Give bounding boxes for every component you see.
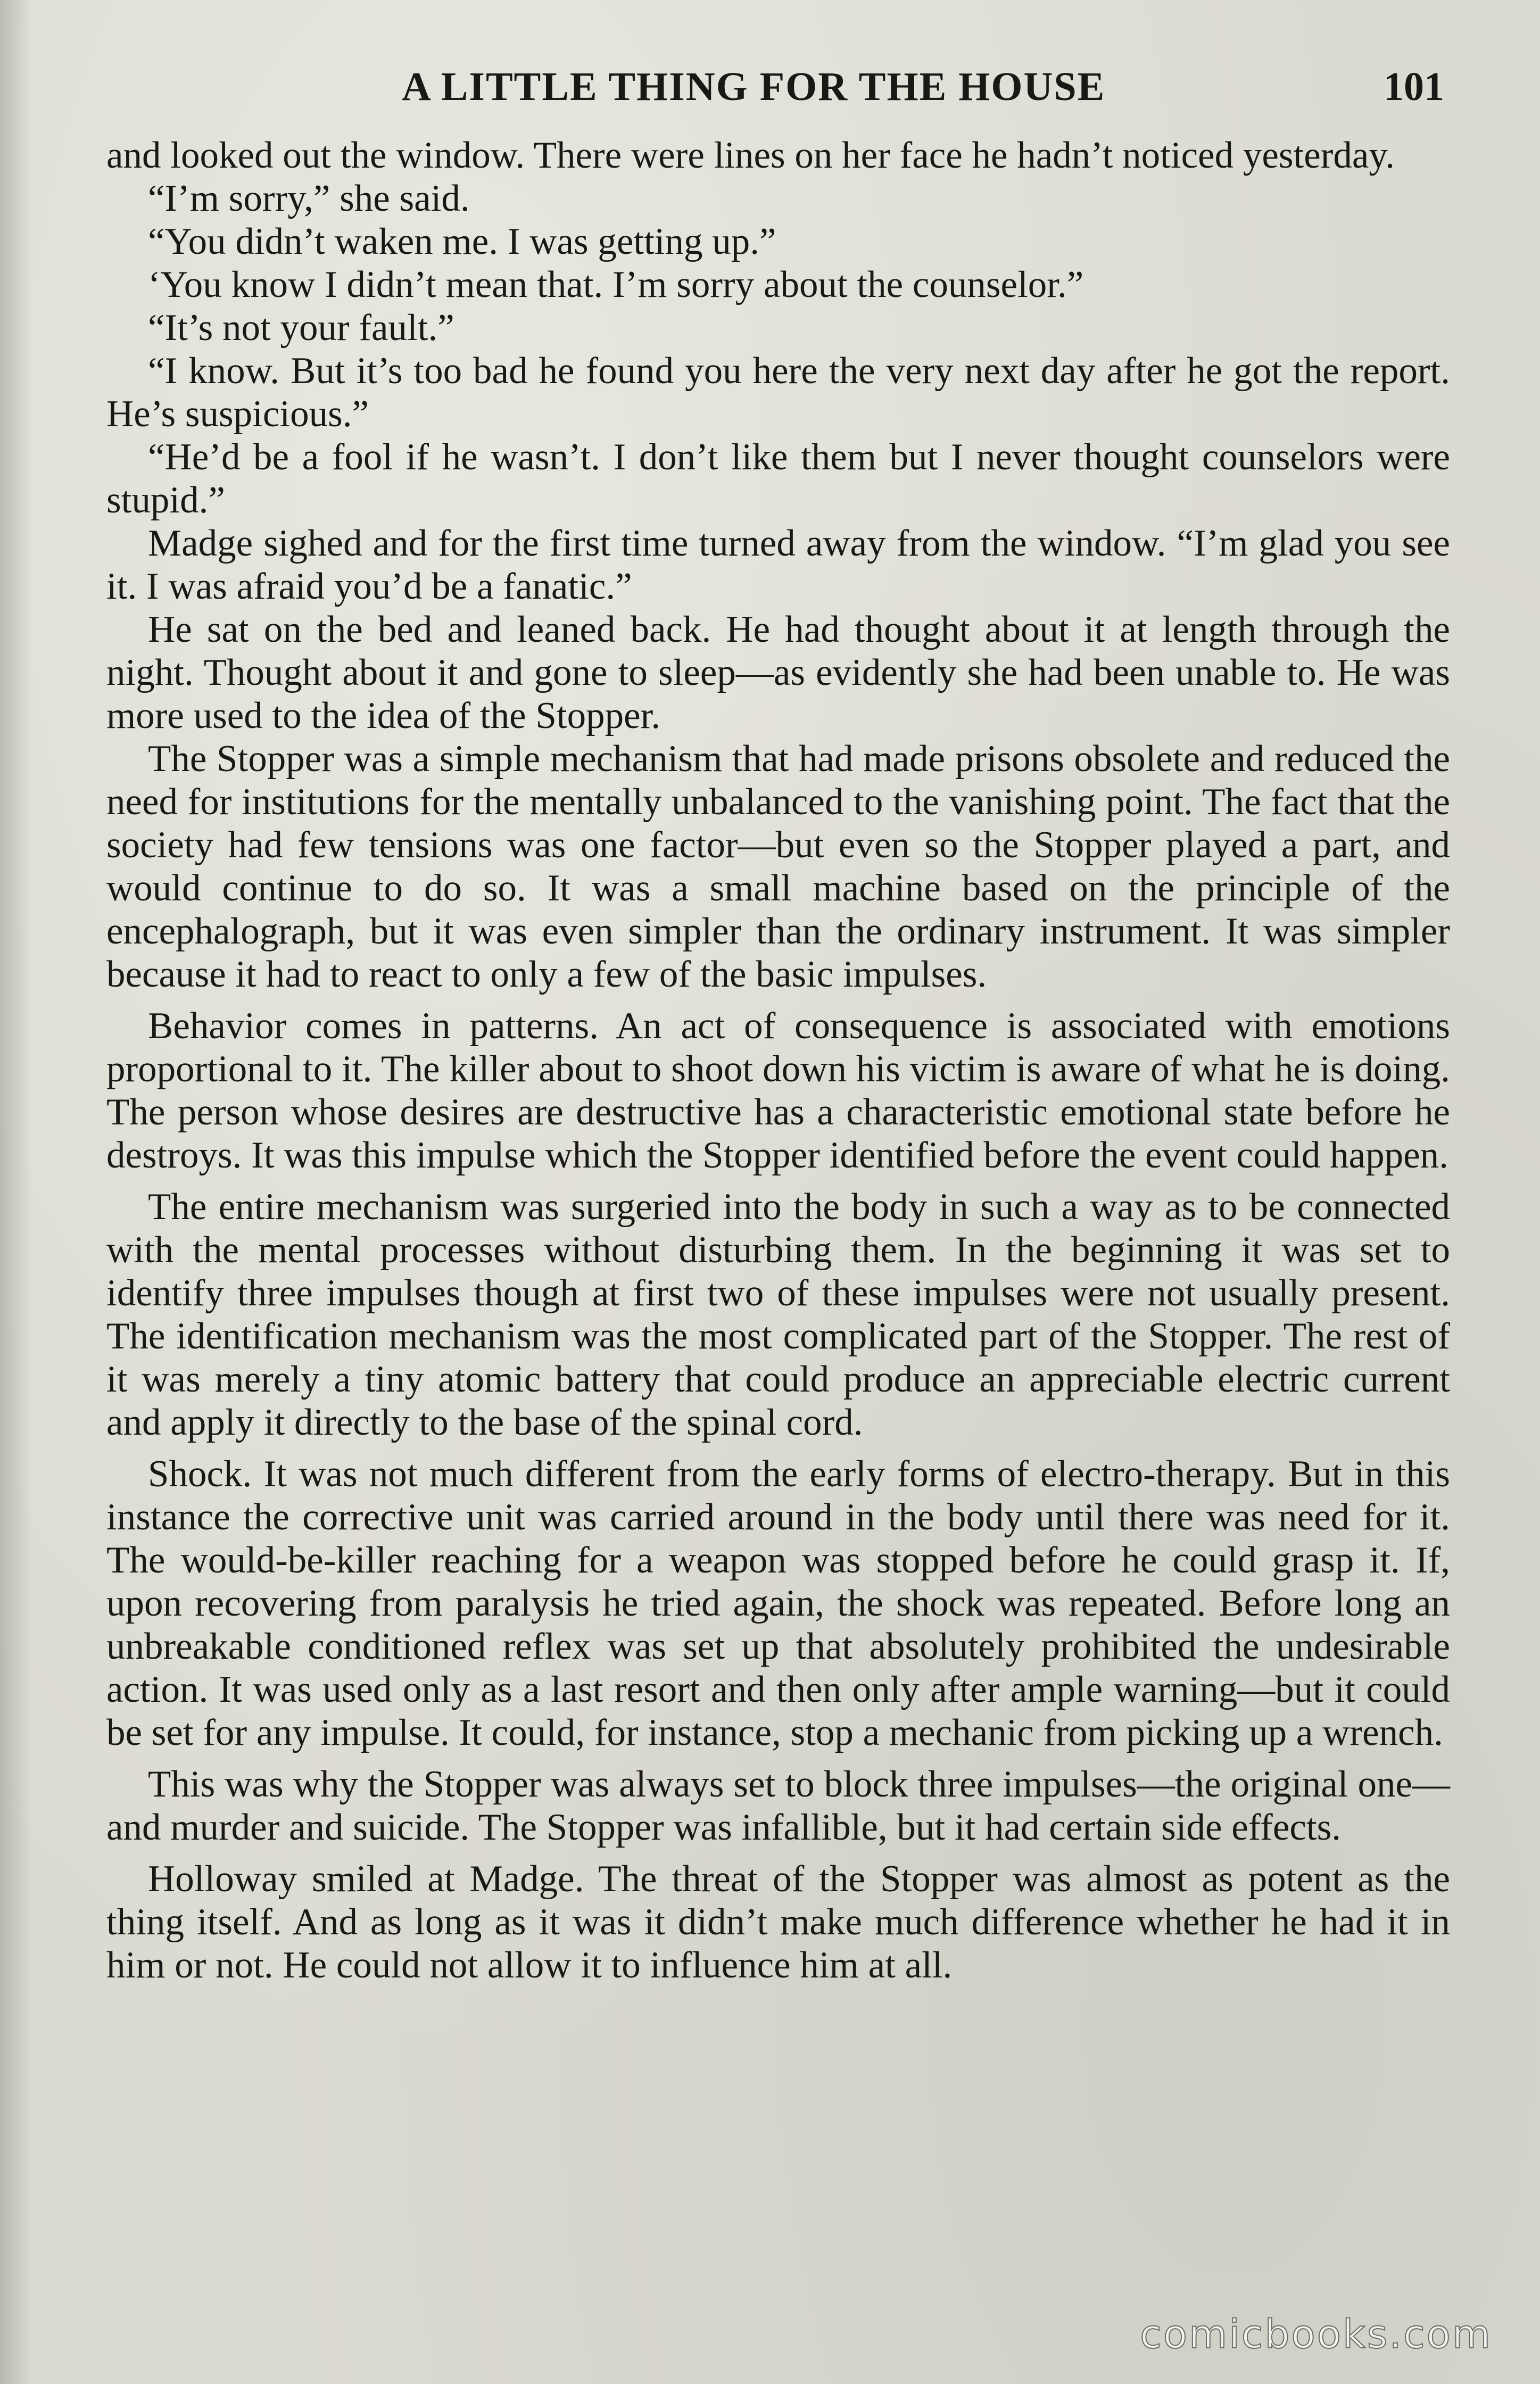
paragraph: “It’s not your fault.” — [148, 307, 454, 349]
body-text — [106, 134, 1450, 1987]
paragraph: and looked out the window. There were lines on her face he hadn’t noticed yesterday. — [106, 135, 1395, 176]
paragraph: The Stopper was a simple mechanism that had made prisons obsolete and reduced the need for institutions for the mentally unbalanced to the vanishing point. The fact that the society had few tensions was one factor—but even so the Stopper played a part, and would continue to do so. It was a small machine based on the principle of the encephalograph, but it was even simpler than the ordinary instrument. It was simpler because it had to react to only a few of the basic impulses. — [106, 738, 1450, 995]
paragraph: He sat on the bed and leaned back. He had thought about it at length through the night. Thought about it and gone to sleep—as evidently she had been unable to. He was more used to the idea of the Stopper. — [106, 609, 1450, 736]
watermark-logo: comicbooks.com — [1140, 2312, 1492, 2357]
paragraph: “I know. But it’s too bad he found you here the very next day after he got the report. He’s suspicious.” — [106, 350, 1450, 435]
page-header — [106, 64, 1444, 122]
paragraph: “He’d be a fool if he wasn’t. I don’t like them but I never thought counselors were stupid.” — [106, 436, 1450, 521]
paragraph: ‘You know I didn’t mean that. I’m sorry about the counselor.” — [148, 264, 1084, 305]
page-number: 101 — [1384, 64, 1444, 109]
paragraph: Holloway smiled at Madge. The threat of the Stopper was almost as potent as the thing itself. And as long as it was it didn’t make much difference whether he had it in him or not. He could not allow it to influence him at all. — [106, 1858, 1450, 1986]
paragraph: “You didn’t waken me. I was getting up.” — [148, 221, 776, 262]
paragraph: “I’m sorry,” she said. — [148, 178, 470, 219]
paragraph: Behavior comes in patterns. An act of consequence is associated with emotions proportional to it. The killer about to shoot down his victim is aware of what he is doing. The person whose desires are destructive has a characteristic emotional state before he destroys. It was this impulse which the Stopper identified before the event could happen. — [106, 1005, 1450, 1176]
paragraph: Madge sighed and for the first time turned away from the window. “I’m glad you see it. I was afraid you’d be a fanatic.” — [106, 523, 1450, 607]
page-edge-shadow — [0, 0, 32, 2384]
paragraph: The entire mechanism was surgeried into the body in such a way as to be connected with the mental processes without disturbing them. In the beginning it was set to identify three impulses though at first two of these impulses were not usually present. The identification mechanism was the most complicated part of the Stopper. The rest of it was merely a tiny atomic battery that could produce an appreciable electric current and apply it directly to the base of the spinal cord. — [106, 1186, 1450, 1443]
paragraph: This was why the Stopper was always set to block three impulses—the original one—and murder and suicide. The Stopper was infallible, but it had certain side effects. — [106, 1764, 1450, 1848]
running-title: A LITTLE THING FOR THE HOUSE — [402, 64, 1106, 109]
paragraph: Shock. It was not much different from the early forms of electro-therapy. But in this instance the corrective unit was carried around in the body until there was need for it. The would-be-killer reaching for a weapon was stopped before he could grasp it. If, upon recovering from paralysis he tried again, the shock was repeated. Before long an unbreakable conditioned reflex was set up that absolutely prohibited the undesirable action. It was used only as a last resort and then only after ample warning—but it could be set for any impulse. It could, for instance, stop a mechanic from picking up a wrench. — [106, 1453, 1450, 1753]
